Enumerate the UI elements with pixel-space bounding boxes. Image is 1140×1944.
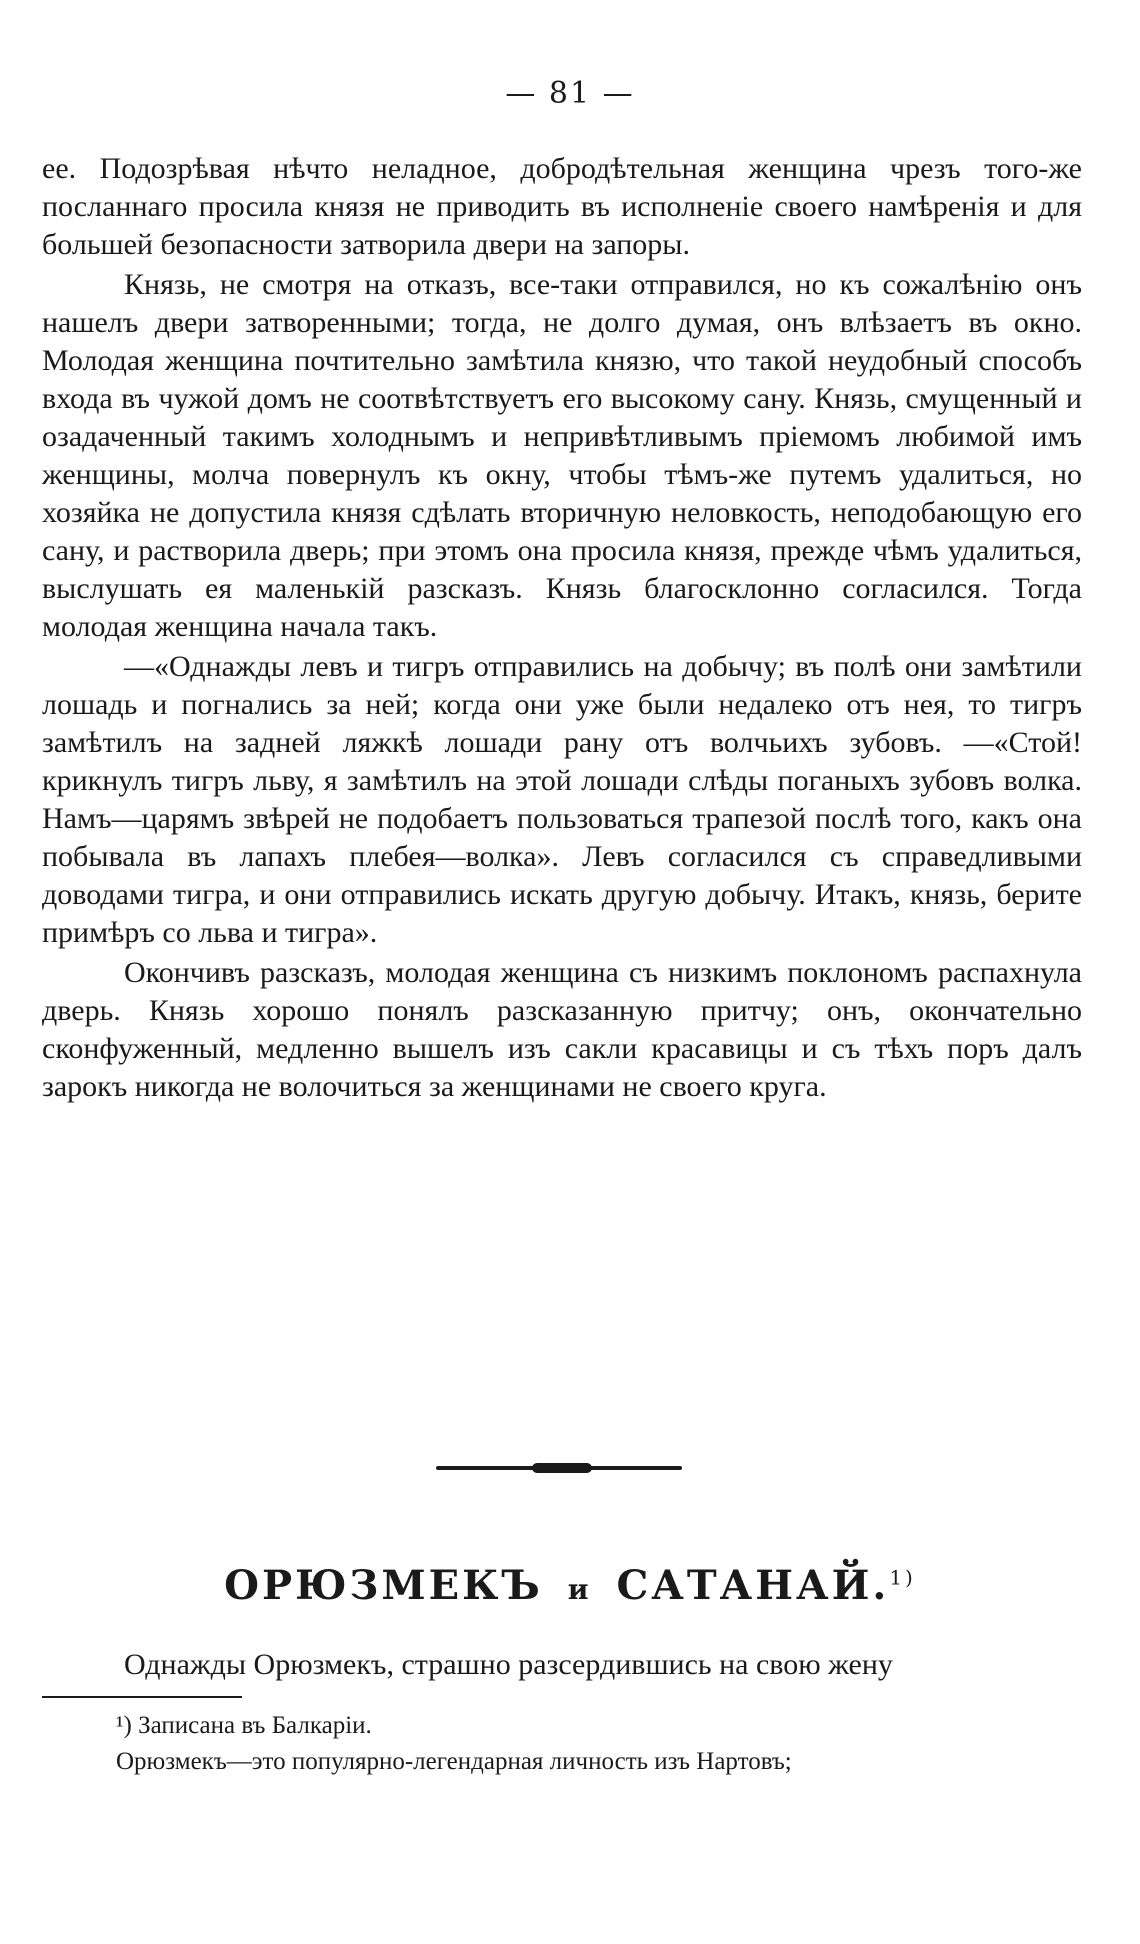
title-conjunction: и (567, 1573, 592, 1606)
ornamental-divider (436, 1466, 682, 1470)
footnote-1: ¹) Записана въ Балкаріи. (116, 1712, 372, 1739)
paragraph: Окончивъ разсказъ, молодая женщина съ низкимъ поклономъ распахнула дверь. Князь хорошо понялъ разсказанную притчу; онъ, окончательно сконфуженный, медленно вышелъ изъ сакли красавицы и съ тѣхъ поръ далъ зарокъ никогда не волочиться за женщинами не своего круга. (42, 956, 1082, 1103)
footnote-rule (42, 1696, 242, 1698)
footnotes (42, 1708, 1082, 1780)
title-part-2: САТАНАЙ. (616, 1562, 890, 1609)
footnote-2: Орюзмекъ—это популярно-легендарная личность изъ Нартовъ; (116, 1748, 792, 1775)
body-text (42, 150, 1082, 1106)
story-first-line: Однажды Орюзмекъ, страшно разсердившись на свою жену (124, 1648, 893, 1681)
title-part-1: ОРЮЗМЕКЪ (224, 1562, 543, 1609)
footnote-marker: 1) (889, 1565, 916, 1590)
paragraph-continued: ее. Подозрѣвая нѣчто неладное, добродѣтельная женщина чрезъ того-же посланнаго просила князя не приводить въ исполненіе своего намѣренія и для большей безопасности затворила двери на запоры. (42, 152, 1082, 261)
paragraph: —«Однажды левъ и тигръ отправились на добычу; въ полѣ они замѣтили лошадь и погнались за ней; когда они уже были недалеко отъ нея, то тигръ замѣтилъ на задней ляжкѣ лошади рану отъ волчьихъ зубовъ. —«Стой! крикнулъ тигръ льву, я замѣтилъ на этой лошади слѣды поганыхъ зубовъ волка. Намъ—царямъ звѣрей не подобаетъ пользоваться трапезой послѣ того, какъ она побывала въ лапахъ плебея—волка». Левъ согласился съ справедливыми доводами тигра, и они отправились искать другую добычу. Итакъ, князь, берите примѣръ со льва и тигра». (42, 650, 1082, 949)
page-number: — 81 — (505, 76, 635, 111)
paragraph: Князь, не смотря на отказъ, все-таки отправился, но къ сожалѣнію онъ нашелъ двери затворенными; тогда, не долго думая, онъ влѣзаетъ въ окно. Молодая женщина почтительно замѣтила князю, что такой неудобный способъ входа въ чужой домъ не соотвѣтствуетъ его высокому сану. Князь, смущенный и озадаченный такимъ холоднымъ и непривѣтливымъ пріемомъ любимой имъ женщины, молча повернулъ къ окну, чтобы тѣмъ-же путемъ удалиться, но хозяйка не допустила князя сдѣлать вторичную неловкость, неподобающую его сану, и растворила дверь; при этомъ она просила князя, прежде чѣмъ удалиться, выслушать ея маленькій разсказъ. Князь благосклонно согласился. Тогда молодая женщина начала такъ. (42, 268, 1082, 643)
section-title (0, 1562, 1140, 1609)
